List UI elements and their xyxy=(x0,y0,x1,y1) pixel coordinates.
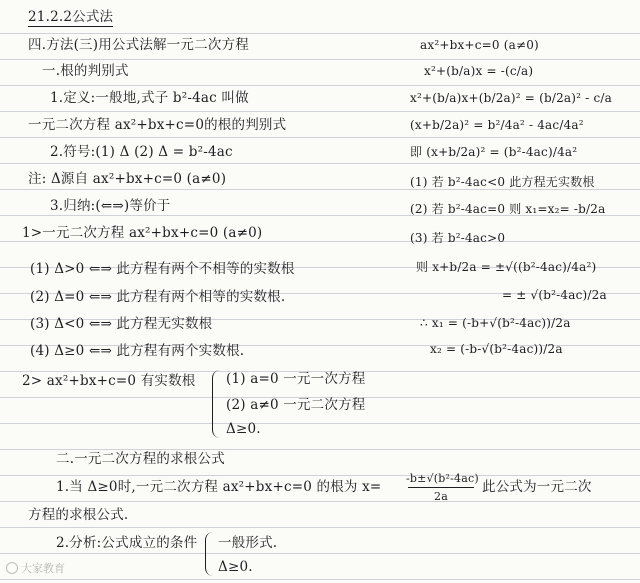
right-case-2: (2) 若 b²-4ac=0 则 x₁=x₂= -b/2a xyxy=(410,202,606,216)
section2-title: 二.一元二次方程的求根公式 xyxy=(56,451,225,467)
real-root-brace xyxy=(212,370,222,438)
derivation-line-1: ax²+bx+c=0 (a≠0) xyxy=(420,38,539,52)
symbol-line: 2.符号:(1) Δ (2) Δ = b²-4ac xyxy=(50,144,233,160)
analysis-case-2: Δ≥0. xyxy=(218,559,253,575)
case-3: (3) Δ<0 ⇐⇒ 此方程无实数根 xyxy=(30,316,213,332)
case-2: (2) Δ=0 ⇐⇒ 此方程有两个相等的实数根. xyxy=(30,289,286,305)
solution-line-1: 则 x+b/2a = ±√((b²-4ac)/4a²) xyxy=(416,260,597,274)
case-4: (4) Δ≥0 ⇐⇒ 此方程有两个实数根. xyxy=(30,343,245,359)
right-case-3: (3) 若 b²-4ac>0 xyxy=(410,231,506,245)
formula-tail: 此公式为一元二次 xyxy=(482,479,592,495)
note-line: 注: Δ源自 ax²+bx+c=0 (a≠0) xyxy=(28,171,227,187)
watermark-text: 大家教育 xyxy=(21,562,65,575)
solution-line-4: x₂ = (-b-√(b²-4ac))/2a xyxy=(430,342,563,356)
analysis-label: 2.分析:公式成立的条件 xyxy=(56,535,198,551)
formula-line2: 方程的求根公式. xyxy=(28,507,129,523)
real-root-case-1: (1) a=0 一元一次方程 xyxy=(226,371,366,387)
definition-line1: 1.定义:一般地,式子 b²-4ac 叫做 xyxy=(50,90,249,106)
case-1: (1) Δ>0 ⇐⇒ 此方程有两个不相等的实数根 xyxy=(30,261,295,277)
conclude-equation: 1>一元二次方程 ax²+bx+c=0 (a≠0) xyxy=(22,225,263,241)
real-root-label: 2> ax²+bx+c=0 有实数根 xyxy=(22,373,196,389)
analysis-case-1: 一般形式. xyxy=(218,535,278,551)
derivation-line-5: 即 (x+b/2a)² = (b²-4ac)/4a² xyxy=(410,145,578,159)
watermark-logo-icon xyxy=(6,562,18,574)
real-root-case-2: (2) a≠0 一元二次方程 xyxy=(226,397,366,413)
conclude-line: 3.归纳:(⇐⇒)等价于 xyxy=(50,198,171,214)
section1-title: 一.根的判别式 xyxy=(42,63,129,79)
formula-denominator: 2a xyxy=(434,490,448,503)
right-case-1: (1) 若 b²-4ac<0 此方程无实数根 xyxy=(410,175,595,189)
derivation-line-3: x²+(b/a)x+(b/2a)² = (b/2a)² - c/a xyxy=(410,91,612,105)
derivation-line-4: (x+b/2a)² = b²/4a² - 4ac/4a² xyxy=(410,118,584,132)
heading: 21.2.2公式法 xyxy=(28,9,114,25)
definition-line2: 一元二次方程 ax²+bx+c=0的根的判别式 xyxy=(28,117,287,133)
solution-line-3: ∴ x₁ = (-b+√(b²-4ac))/2a xyxy=(420,316,571,330)
derivation-line-2: x²+(b/a)x = -(c/a) xyxy=(424,64,534,78)
solution-line-2: = ± √(b²-4ac)/2a xyxy=(502,288,607,302)
method-title: 四.方法(三)用公式法解一元二次方程 xyxy=(28,37,249,53)
watermark xyxy=(6,560,65,576)
analysis-brace xyxy=(205,532,215,576)
real-root-case-3: Δ≥0. xyxy=(226,421,261,437)
formula-line: 1.当 Δ≥0时,一元二次方程 ax²+bx+c=0 的根为 x= xyxy=(56,479,382,495)
formula-numerator: -b±√(b²-4ac) xyxy=(406,472,479,485)
